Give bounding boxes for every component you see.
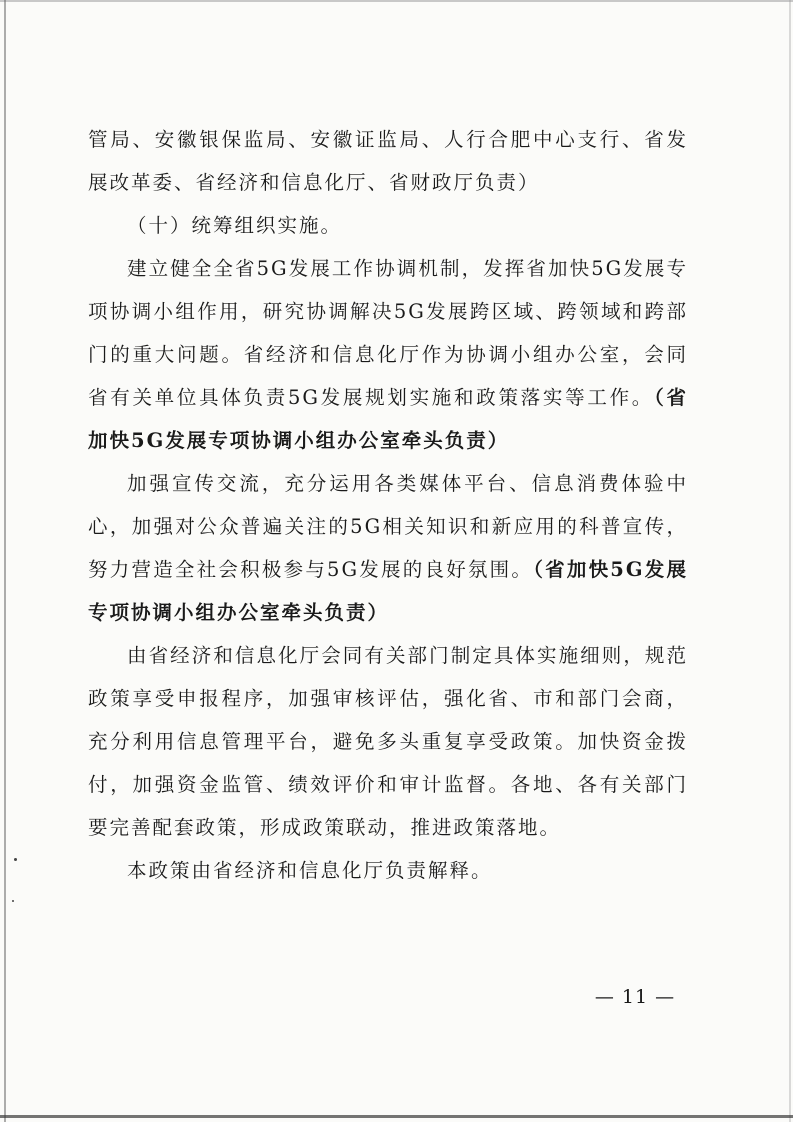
paragraph-text: （十）统筹组织实施。	[127, 214, 343, 237]
responsibility-note: （省加快5G发展专项协调小组办公室牵头负责）	[88, 558, 688, 624]
responsibility-note: （省加快5G发展专项协调小组办公室牵头负责）	[88, 386, 688, 452]
scan-edge-left	[4, 0, 6, 1122]
paragraph	[88, 634, 688, 849]
scan-speck	[12, 900, 14, 902]
paragraph-text: 建立健全全省5G发展工作协调机制，发挥省加快5G发展专项协调小组作用，研究协调解决5G发展跨区域、跨领域和跨部门的重大问题。省经济和信息化厅作为协调小组办公室，会同省有关单位具体负责5G发展规划实施和政策落实等工作。	[88, 257, 688, 409]
paragraph-text: 加强宣传交流，充分运用各类媒体平台、信息消费体验中心，加强对公众普遍关注的5G相关知识和新应用的科普宣传，努力营造全社会积极参与5G发展的良好氛围。	[88, 472, 688, 581]
paragraph-text: 由省经济和信息化厅会同有关部门制定具体实施细则，规范政策享受申报程序，加强审核评估，强化省、市和部门会商，充分利用信息管理平台，避免多头重复享受政策。加快资金拨付，加强资金监管、绩效评价和审计监督。各地、各有关部门要完善配套政策，形成政策联动，推进政策落地。	[88, 644, 688, 839]
paragraph-text: 管局、安徽银保监局、安徽证监局、人行合肥中心支行、省发展改革委、省经济和信息化厅、省财政厅负责）	[88, 128, 688, 194]
scan-edge-right	[789, 0, 791, 1122]
paragraph-text: 本政策由省经济和信息化厅负责解释。	[127, 859, 493, 882]
scan-edge-bottom	[0, 1115, 793, 1118]
paragraph	[88, 462, 688, 634]
page-number: — 11 —	[594, 986, 676, 1008]
paragraph	[88, 849, 688, 892]
document-body	[88, 118, 688, 892]
scan-edge-top	[0, 0, 793, 2]
paragraph	[88, 247, 688, 462]
paragraph	[88, 118, 688, 204]
scan-speck	[14, 858, 17, 861]
paragraph	[88, 204, 688, 247]
